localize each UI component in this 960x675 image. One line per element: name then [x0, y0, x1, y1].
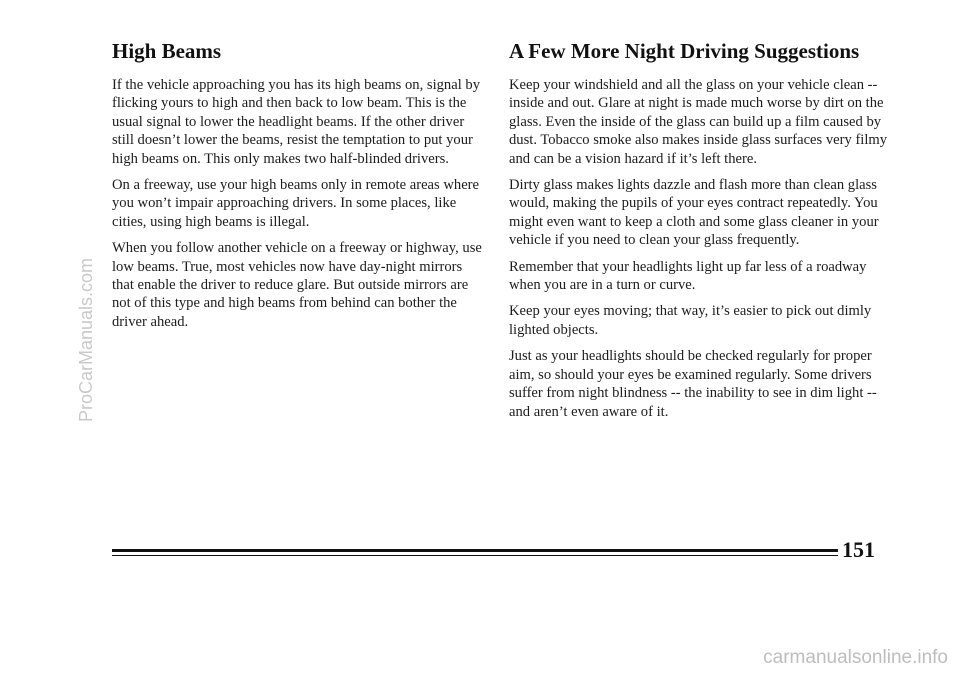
paragraph: On a freeway, use your high beams only in remote areas where you won’t impair approaching drivers. In some places, like cities, using high beams is illegal.: [112, 177, 480, 230]
footer-rule-thick: [112, 549, 838, 552]
section-title-high-beams: High Beams: [112, 39, 222, 63]
left-column: [112, 38, 482, 339]
paragraph: Keep your eyes moving; that way, it’s easier to pick out dimly lighted objects.: [509, 303, 872, 338]
paragraph: Keep your windshield and all the glass on your vehicle clean -- inside and out. Glare at night is made much worse by dirt on the glass. Even the inside of the glass can build up a film caused by dust. Tobacco smoke also makes inside glass surfaces very filmy and can be a vision hazard if it’s left there.: [509, 77, 888, 167]
paragraph: Remember that your headlights light up far less of a roadway when you are in a turn or curve.: [509, 258, 867, 294]
paragraph: If the vehicle approaching you has its high beams on, signal by flicking yours to high and then back to low beam. This is the usual signal to lower the headlight beams. If the other driver still doesn’t lower the beams, resist the temptation to put your high beams on. This only makes two half-blinded drivers.: [112, 77, 481, 167]
paragraph: When you follow another vehicle on a freeway or highway, use low beams. True, most vehicles now have day-night mirrors that enable the driver to reduce glare. But outside mirrors are not of this type and high beams from behind can bother the driver ahead.: [112, 240, 482, 330]
paragraph: Just as your headlights should be checked regularly for proper aim, so should your eyes be examined regularly. Some drivers suffer from night blindness -- the inability to see in dim light -- and aren’t even aware of it.: [509, 348, 877, 420]
section-title-night-driving: A Few More Night Driving Suggestions: [509, 39, 860, 63]
paragraph: Dirty glass makes lights dazzle and flash more than clean glass would, making the pupils of your eyes contract repeatedly. You might even want to keep a cloth and some glass cleaner in your vehicle if you need to clean your glass frequently.: [509, 177, 879, 249]
page-number: 151: [842, 537, 875, 562]
watermark-side: ProCarManuals.com: [76, 257, 96, 423]
watermark-bottom: carmanualsonline.info: [763, 647, 948, 668]
footer-rule-thin: [112, 555, 838, 556]
right-column: [509, 38, 889, 429]
